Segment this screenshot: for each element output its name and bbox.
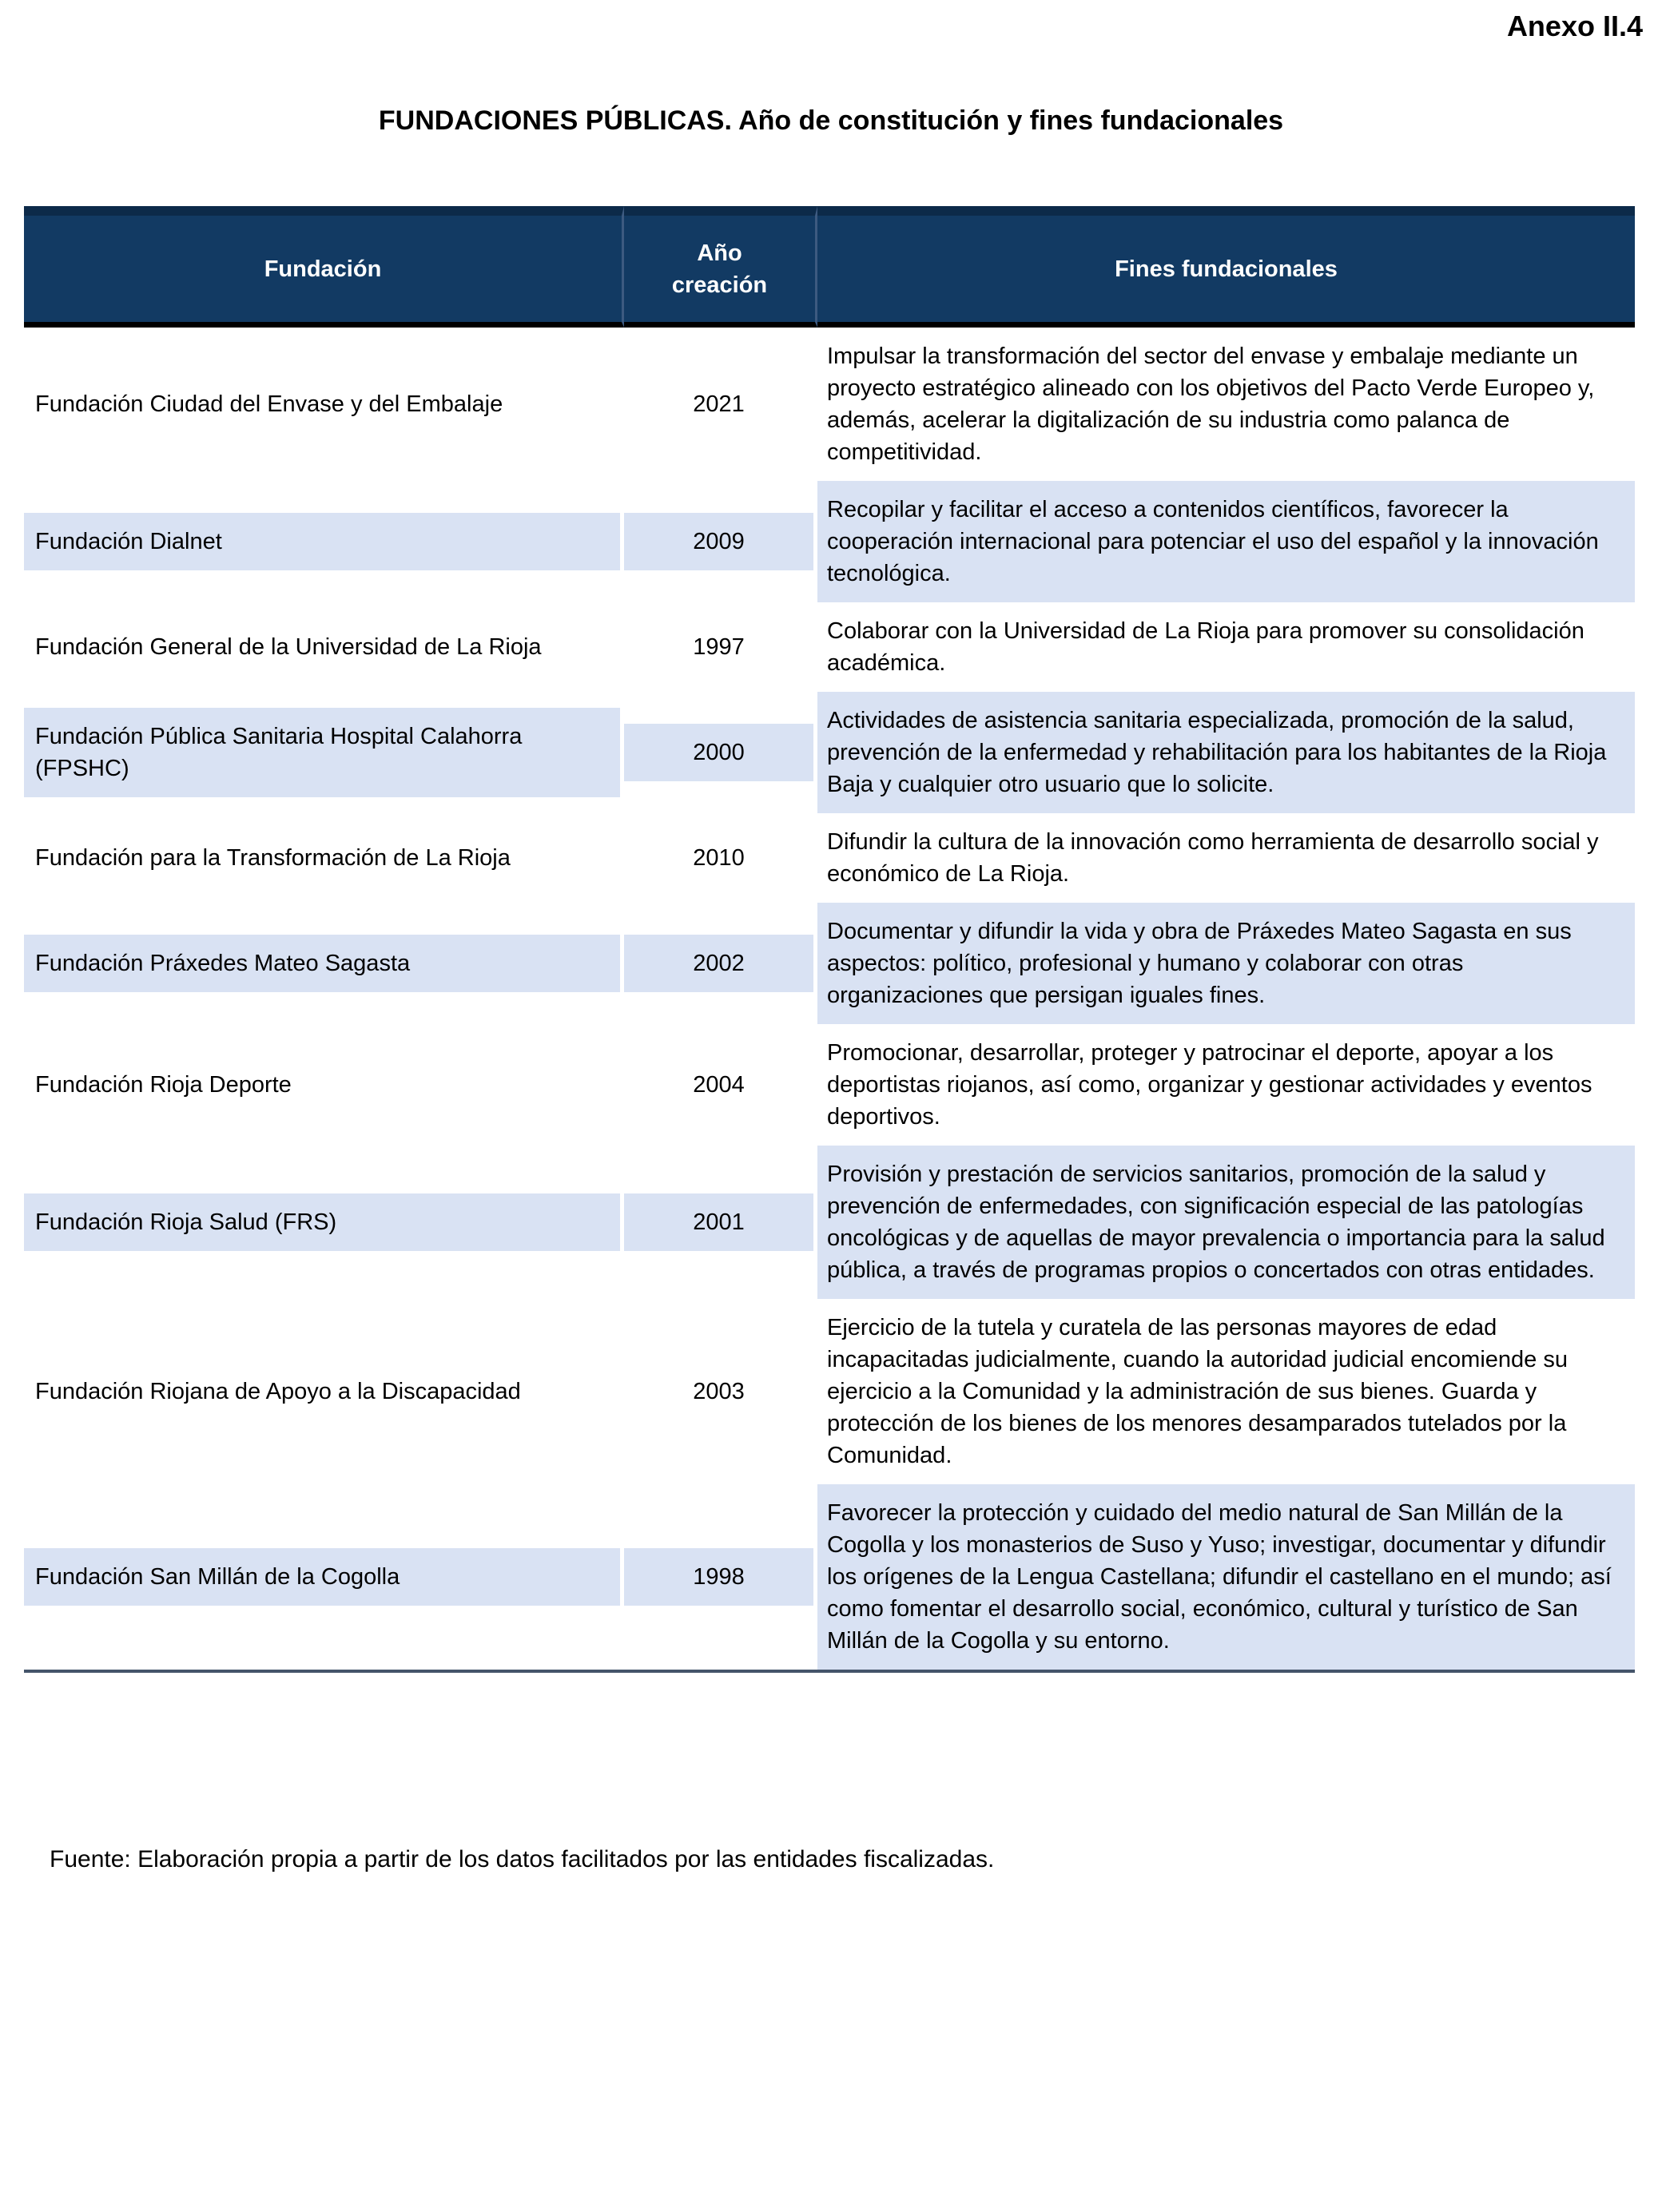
foundation-cell xyxy=(24,829,624,887)
foundation-cell-text: Fundación Rioja Salud (FRS) xyxy=(35,1209,337,1235)
table-row xyxy=(24,328,1635,481)
table-row xyxy=(24,481,1635,602)
foundation-cell xyxy=(24,1548,624,1606)
foundation-cell xyxy=(24,935,624,992)
purpose-cell xyxy=(817,692,1635,813)
year-cell xyxy=(624,935,817,992)
year-cell xyxy=(624,1548,817,1606)
purpose-cell-text: Documentar y difundir la vida y obra de Práxedes Mateo Sagasta en sus aspectos: político, profesional y humano y colaborar con otras organizaciones que persigan iguales fines. xyxy=(827,919,1572,1008)
foundation-cell-text: Fundación Riojana de Apoyo a la Discapacidad xyxy=(35,1379,521,1404)
year-cell-text: 1998 xyxy=(693,1564,745,1590)
foundation-cell xyxy=(24,618,624,676)
foundation-cell xyxy=(24,513,624,570)
table-row xyxy=(24,1299,1635,1484)
purpose-cell-text: Provisión y prestación de servicios sanitarios, promoción de la salud y prevención de enfermedades, con significación especial de las patologías oncológicas y de aquellas de mayor prevalencia o importancia para la salud pública, a través de programas propios o concertados con otras entidades. xyxy=(827,1162,1605,1283)
foundation-cell xyxy=(24,1363,624,1420)
foundation-cell-text: Fundación Pública Sanitaria Hospital Calahorra (FPSHC) xyxy=(35,724,523,781)
column-header-fundacion xyxy=(24,206,624,328)
foundation-cell-text: Fundación San Millán de la Cogolla xyxy=(35,1564,400,1590)
source-note: Fuente: Elaboración propia a partir de los datos facilitados por las entidades fiscalizadas. xyxy=(50,1846,995,1872)
table-row xyxy=(24,602,1635,692)
purpose-cell xyxy=(817,813,1635,903)
purpose-cell xyxy=(817,602,1635,692)
foundation-cell xyxy=(24,1193,624,1251)
table-row xyxy=(24,1146,1635,1299)
foundation-cell-text: Fundación General de la Universidad de La Rioja xyxy=(35,634,542,660)
year-cell-text: 2001 xyxy=(693,1209,745,1235)
table-row xyxy=(24,1024,1635,1146)
year-cell xyxy=(624,724,817,781)
purpose-cell-text: Favorecer la protección y cuidado del medio natural de San Millán de la Cogolla y los monasterios de Suso y Yuso; investigar, documentar y difundir los orígenes de la Lengua Castellana; difundir el castellano en el mundo; así como fomentar el desarrollo social, económico, cultural y turístico de San Millán de la Cogolla y su entorno. xyxy=(827,1500,1612,1654)
purpose-cell xyxy=(817,903,1635,1024)
purpose-cell-text: Promocionar, desarrollar, proteger y patrocinar el deporte, apoyar a los deportistas riojanos, así como, organizar y gestionar actividades y eventos deportivos. xyxy=(827,1040,1592,1130)
year-cell-text: 2004 xyxy=(693,1072,745,1098)
foundation-cell xyxy=(24,708,624,797)
page-title: FUNDACIONES PÚBLICAS. Año de constitución y fines fundacionales xyxy=(378,105,1284,136)
purpose-cell-text: Impulsar la transformación del sector del envase y embalaje mediante un proyecto estratégico alineado con los objetivos del Pacto Verde Europeo y, además, acelerar la digitalización de su industria como palanca de competitividad. xyxy=(827,344,1595,465)
year-cell-text: 2010 xyxy=(693,845,745,871)
table-body xyxy=(24,328,1635,1670)
purpose-cell xyxy=(817,481,1635,602)
foundation-cell-text: Fundación Práxedes Mateo Sagasta xyxy=(35,951,411,976)
year-cell xyxy=(624,1363,817,1420)
table-row xyxy=(24,1484,1635,1670)
year-cell-text: 2000 xyxy=(693,740,745,765)
purpose-cell xyxy=(817,1299,1635,1484)
year-cell xyxy=(624,1056,817,1114)
foundation-cell-text: Fundación Rioja Deporte xyxy=(35,1072,292,1098)
purpose-cell-text: Colaborar con la Universidad de La Rioja para promover su consolidación académica. xyxy=(827,618,1584,676)
year-cell xyxy=(624,1193,817,1251)
foundation-cell-text: Fundación para la Transformación de La Rioja xyxy=(35,845,511,871)
purpose-cell-text: Actividades de asistencia sanitaria especializada, promoción de la salud, prevención de la enfermedad y rehabilitación para los habitantes de la Rioja Baja y cualquier otro usuario que lo solicite. xyxy=(827,708,1607,797)
foundations-table xyxy=(24,206,1635,1673)
foundation-cell xyxy=(24,375,624,433)
year-cell-text: 2009 xyxy=(693,529,745,554)
year-cell xyxy=(624,375,817,433)
foundation-cell xyxy=(24,1056,624,1114)
table-row xyxy=(24,903,1635,1024)
foundation-cell-text: Fundación Ciudad del Envase y del Embalaje xyxy=(35,391,503,417)
purpose-cell xyxy=(817,1024,1635,1146)
purpose-cell-text: Difundir la cultura de la innovación como herramienta de desarrollo social y económico de La Rioja. xyxy=(827,829,1599,887)
table-row xyxy=(24,692,1635,813)
annex-label: Anexo II.4 xyxy=(1506,10,1643,42)
table-row xyxy=(24,813,1635,903)
year-cell-text: 2021 xyxy=(693,391,745,417)
year-cell-text: 2003 xyxy=(693,1379,745,1404)
year-cell xyxy=(624,513,817,570)
year-cell-text: 1997 xyxy=(693,634,745,660)
year-cell xyxy=(624,829,817,887)
column-header-anio-creacion xyxy=(624,206,817,328)
column-header-fines xyxy=(817,206,1635,328)
purpose-cell xyxy=(817,328,1635,481)
column-header-fundacion-label: Fundación xyxy=(264,256,382,282)
year-cell xyxy=(624,618,817,676)
purpose-cell xyxy=(817,1146,1635,1299)
purpose-cell-text: Recopilar y facilitar el acceso a contenidos científicos, favorecer la cooperación internacional para potenciar el uso del español y la innovación tecnológica. xyxy=(827,497,1599,586)
table-header-row xyxy=(24,206,1635,328)
purpose-cell-text: Ejercicio de la tutela y curatela de las personas mayores de edad incapacitadas judicialmente, cuando la autoridad judicial encomiende su ejercicio a la Comunidad y la administración de sus bienes. Guarda y protección de los bienes de los menores desamparados tutelados por la Comunidad. xyxy=(827,1315,1568,1468)
foundation-cell-text: Fundación Dialnet xyxy=(35,529,222,554)
column-header-anio-creacion-label: Año creación xyxy=(671,240,768,298)
purpose-cell xyxy=(817,1484,1635,1670)
year-cell-text: 2002 xyxy=(693,951,745,976)
column-header-fines-label: Fines fundacionales xyxy=(1115,256,1338,282)
